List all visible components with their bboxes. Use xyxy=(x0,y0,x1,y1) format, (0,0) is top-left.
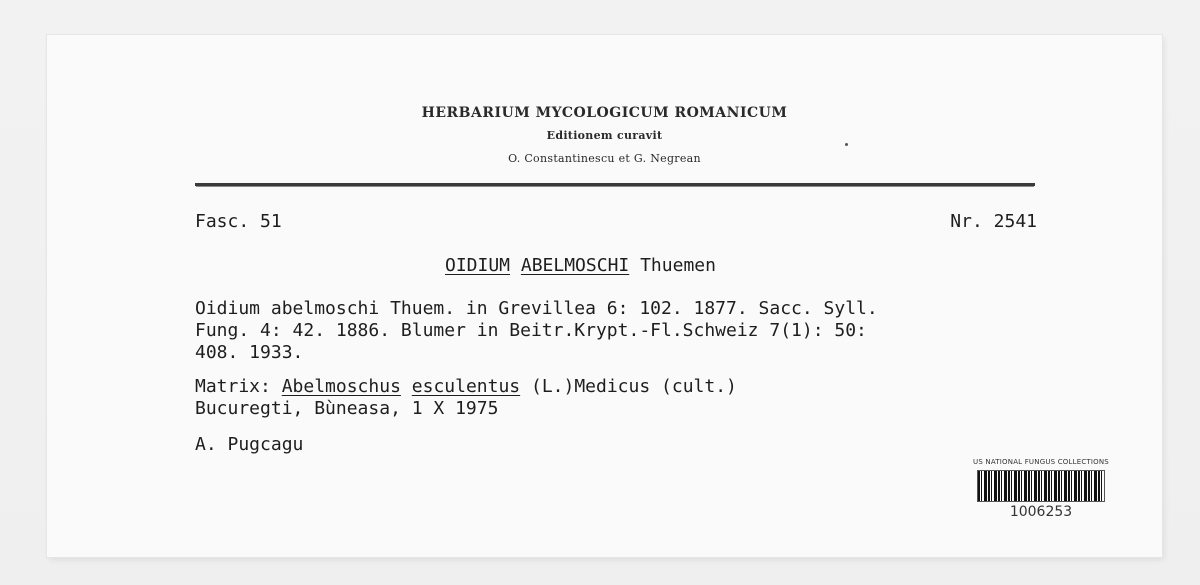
host-genus: Abelmoschus xyxy=(281,376,401,397)
barcode-label xyxy=(966,452,1116,522)
label-subtitle: Editionem curavit xyxy=(546,129,663,142)
reference-line: Fung. 4: 42. 1886. Blumer in Beitr.Krypt.-Fl.Schweiz 7(1): 50: xyxy=(195,320,867,341)
specimen-label xyxy=(47,35,1162,557)
barcode-institution: US NATIONAL FUNGUS COLLECTIONS xyxy=(973,458,1109,466)
specimen-number: Nr. 2541 xyxy=(950,211,1037,232)
collector-name: A. Pugcagu xyxy=(195,434,304,455)
barcode-icon xyxy=(977,470,1105,502)
reference-line: Oidium abelmoschi Thuem. in Grevillea 6: 102. 1877. Sacc. Syll. xyxy=(195,298,878,319)
reference-block xyxy=(195,298,878,364)
taxon-name xyxy=(445,255,716,276)
speck-mark xyxy=(845,143,848,146)
taxon-genus: OIDIUM xyxy=(445,255,511,276)
matrix-locality: Bucuregti, Bùneasa, 1 X 1975 xyxy=(195,398,499,419)
fascicle-number: Fasc. 51 xyxy=(195,211,282,232)
header-rule xyxy=(195,183,1035,186)
matrix-prefix: Matrix: xyxy=(195,376,282,397)
label-title: HERBARIUM MYCOLOGICUM ROMANICUM xyxy=(421,105,788,121)
label-editors: O. Constantinescu et G. Negrean xyxy=(508,152,701,165)
taxon-author: Thuemen xyxy=(640,255,716,276)
barcode-number: 1006253 xyxy=(1009,504,1073,520)
matrix-host xyxy=(195,376,737,398)
host-species: esculentus xyxy=(411,376,521,397)
taxon-species: ABELMOSCHI xyxy=(520,255,630,276)
matrix-block xyxy=(195,376,737,420)
reference-line: 408. 1933. xyxy=(195,342,304,363)
host-author: (L.)Medicus (cult.) xyxy=(520,376,737,397)
